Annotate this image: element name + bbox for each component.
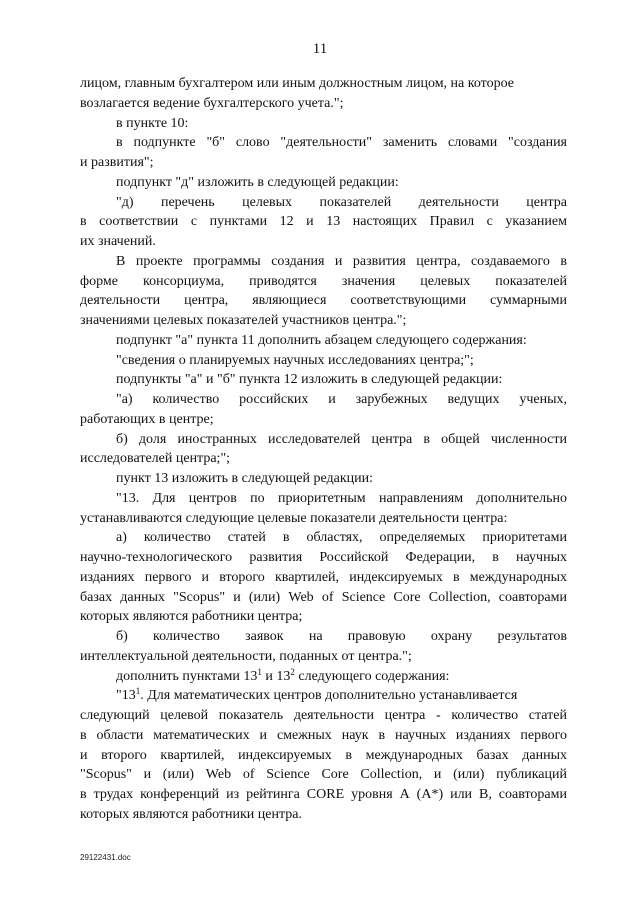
- text-line: работающих в центре;: [80, 411, 214, 427]
- text-line: научно-технологического развития Российской Федерации, в научных: [80, 550, 567, 565]
- text-line: деятельности центра, являющиеся соответствующими суммарными: [80, 293, 567, 309]
- superscript: 1: [257, 666, 262, 677]
- text-line: подпункт "а" пункта 11 дополнить абзацем следующего содержания:: [116, 332, 527, 348]
- page-number: 11: [312, 41, 328, 57]
- text-line: интеллектуальной деятельности, поданных от центра.";: [80, 648, 412, 664]
- text-line: значениями целевых показателей участников центра.";: [80, 313, 407, 328]
- text-line: "Scopus" и (или) Web of Science Core Collection, и (или) публикаций: [80, 767, 567, 783]
- text-line: б) доля иностранных исследователей центра в общей численности: [116, 431, 567, 447]
- text-line: в пункте 10:: [116, 115, 189, 131]
- text-line: "13. Для центров по приоритетным направлениям дополнительно: [116, 490, 567, 506]
- text-line: а) количество статей в областях, определяемых приоритетами: [116, 530, 567, 546]
- text-line-with-superscripts: [80, 667, 567, 687]
- text-fragment: и 13: [261, 668, 291, 684]
- text-line: подпункты "а" и "б" пункта 12 изложить в следующей редакции:: [116, 372, 503, 388]
- text-line: их значений.: [80, 234, 156, 249]
- document-body: [80, 74, 567, 825]
- text-line: "сведения о планируемых научных исследованиях центра;";: [116, 352, 474, 368]
- text-line: которых являются работники центра.: [80, 806, 303, 822]
- text-line: форме консорциума, приводятся значения целевых показателей: [80, 273, 567, 289]
- text-line: возлагается ведение бухгалтерского учета.";: [80, 95, 344, 111]
- text-line: в трудах конференций из рейтинга CORE уровня А (А*) или В, соавторами: [80, 787, 567, 802]
- text-line: исследователей центра;";: [80, 451, 231, 467]
- text-line: в соответствии с пунктами 12 и 13 настоящих Правил с указанием: [80, 214, 567, 230]
- text-line: в области математических и смежных наук в научных изданиях первого: [80, 727, 567, 743]
- text-line: следующий целевой показатель деятельности центра - количество статей: [80, 708, 567, 723]
- text-line: которых являются работники центра;: [80, 609, 303, 625]
- text-line: и развития";: [80, 155, 154, 170]
- text-line: В проекте программы создания и развития центра, создаваемого в: [116, 253, 567, 269]
- text-line: и второго квартилей, индексируемых в международных базах данных: [80, 747, 567, 763]
- document-file-name: 29122431.doc: [80, 853, 131, 862]
- text-fragment: дополнить пунктами 13: [116, 668, 258, 684]
- text-line: изданиях первого и второго квартилей, индексируемых в международных: [80, 569, 567, 585]
- text-line: подпункт "д" изложить в следующей редакции:: [116, 174, 399, 190]
- text-line: б) количество заявок на правовую охрану результатов: [116, 629, 567, 644]
- text-line: "а) количество российских и зарубежных ведущих ученых,: [116, 392, 567, 407]
- text-line: лицом, главным бухгалтером или иным должностным лицом, на которое: [80, 76, 514, 91]
- text-line: устанавливаются следующие целевые показатели деятельности центра:: [80, 510, 508, 526]
- text-line: пункт 13 изложить в следующей редакции:: [116, 471, 373, 486]
- text-line-with-superscripts: [80, 686, 567, 706]
- text-fragment: . Для математических центров дополнительно устанавливается: [140, 688, 518, 704]
- text-line: "д) перечень целевых показателей деятельности центра: [116, 194, 567, 210]
- text-fragment: следующего содержания:: [294, 668, 450, 684]
- superscript: 2: [290, 666, 295, 677]
- text-fragment: "13: [116, 688, 136, 704]
- text-line: базах данных "Scopus" и (или) Web of Science Core Collection, соавторами: [80, 589, 567, 605]
- text-line: в подпункте "б" слово "деятельности" заменить словами "создания: [116, 135, 567, 151]
- superscript: 1: [135, 686, 141, 697]
